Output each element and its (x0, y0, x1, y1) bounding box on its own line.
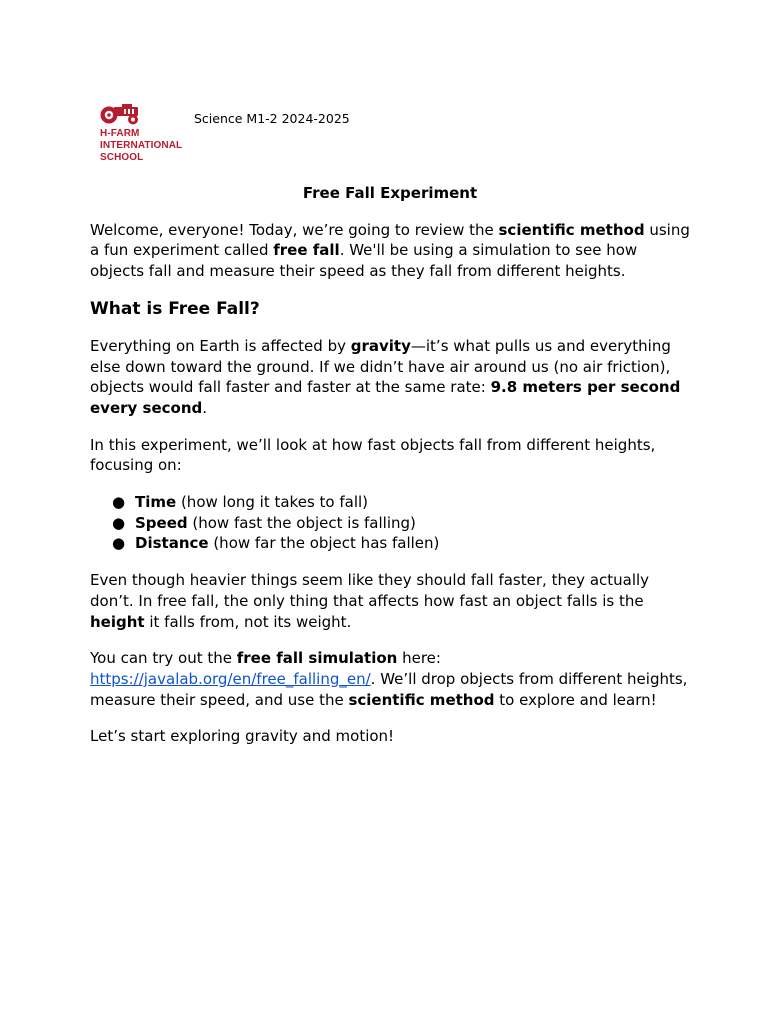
weight-paragraph: Even though heavier things seem like they should fall faster, they actually don’t. In free fall, the only thing that affects how fast an object falls is the height it falls from, not its weight. (90, 571, 650, 631)
course-label: Science M1-2 2024-2025 (194, 111, 350, 126)
logo-wordmark: H-FARM INTERNATIONAL SCHOOL (100, 128, 183, 163)
school-logo (100, 103, 190, 167)
focus-paragraph: In this experiment, we’ll look at how fast objects fall from different heights, focusing on: (90, 435, 656, 475)
list-item: ● Distance (how far the object has fallen) (112, 534, 440, 553)
focus-list (90, 492, 690, 554)
simulation-link[interactable]: https://javalab.org/en/free_falling_en/ (90, 669, 371, 688)
section-heading: What is Free Fall? (90, 298, 260, 319)
tractor-icon (100, 103, 142, 127)
list-item: ● Time (how long it takes to fall) (112, 493, 369, 512)
intro-paragraph: Welcome, everyone! Today, we’re going to review the scientific method using a fun experiment called free fall. We'll be using a simulation to see how objects fall and measure their speed as they fall from different heights. (90, 220, 690, 281)
simulation-paragraph: You can try out the free fall simulation here: https://javalab.org/en/free_falling_en/. We’ll drop objects from different heights, measure their speed, and use the scientific method to explore and learn! (90, 649, 688, 709)
bullet-icon: ● (112, 513, 126, 532)
document-title: Free Fall Experiment (302, 184, 478, 202)
closing-paragraph: Let’s start exploring gravity and motion! (90, 727, 395, 746)
bullet-icon: ● (112, 534, 126, 553)
bullet-icon: ● (112, 493, 126, 512)
document-body (90, 183, 690, 763)
gravity-paragraph: Everything on Earth is affected by gravity—it’s what pulls us and everything else down toward the ground. If we didn’t have air around us (no air friction), objects would fall faster and faster at the same rate: 9.8 meters per second every second. (90, 336, 681, 417)
list-item: ● Speed (how fast the object is falling) (112, 513, 416, 532)
